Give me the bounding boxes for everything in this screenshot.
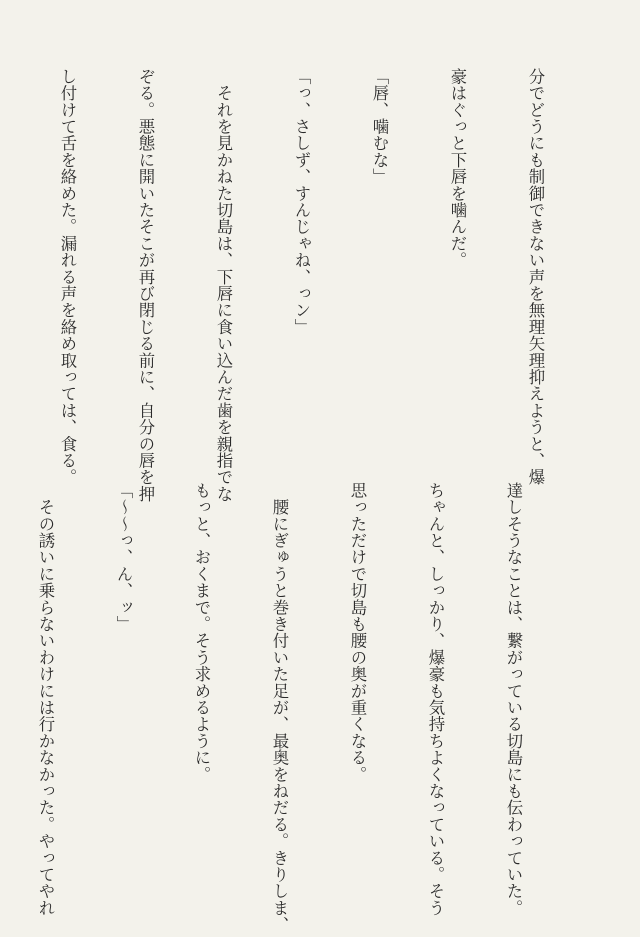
upper-text-block bbox=[35, 68, 600, 503]
text-line: ぞる。悪態に開いたそこが再び閉じる前に、自分の唇を押 bbox=[136, 68, 155, 503]
text-line bbox=[0, 68, 2, 464]
text-line: それを見かねた切島は、下唇に食い込んだ歯を親指でな bbox=[214, 68, 233, 503]
text-line: 「唇、噛むな」 bbox=[370, 68, 389, 185]
text-line: し付けて舌を絡めた。漏れる声を絡め取っては、食る。 bbox=[58, 68, 77, 486]
text-line: 「っ、さしず、すんじゃね、っン」 bbox=[292, 68, 311, 336]
text-line: 分でどうにも制御できない声を無理矢理抑えようと、爆 bbox=[526, 68, 545, 486]
text-line: 「〜〜っ、ん、ッ」 bbox=[114, 482, 133, 633]
text-line: 腰にぎゅうと巻き付いた足が、最奥をねだる。きりしま、 bbox=[270, 482, 289, 933]
text-line: ちゃんと、しっかり、爆豪も気持ちよくなっている。そう bbox=[426, 482, 445, 917]
text-line: その誘いに乗らないわけには行かなかった。やってやれ bbox=[36, 482, 55, 917]
text-line: 達しそうなことは、繋がっている切島にも伝わっていた。 bbox=[504, 482, 523, 917]
text-line: 豪はぐっと下唇を噛んだ。 bbox=[448, 68, 467, 269]
text-line: 思っただけで切島も腰の奥が重くなる。 bbox=[348, 482, 367, 783]
text-line: もっと、おくまで。そう求めるように。 bbox=[192, 482, 211, 783]
lower-text-block bbox=[36, 482, 578, 933]
